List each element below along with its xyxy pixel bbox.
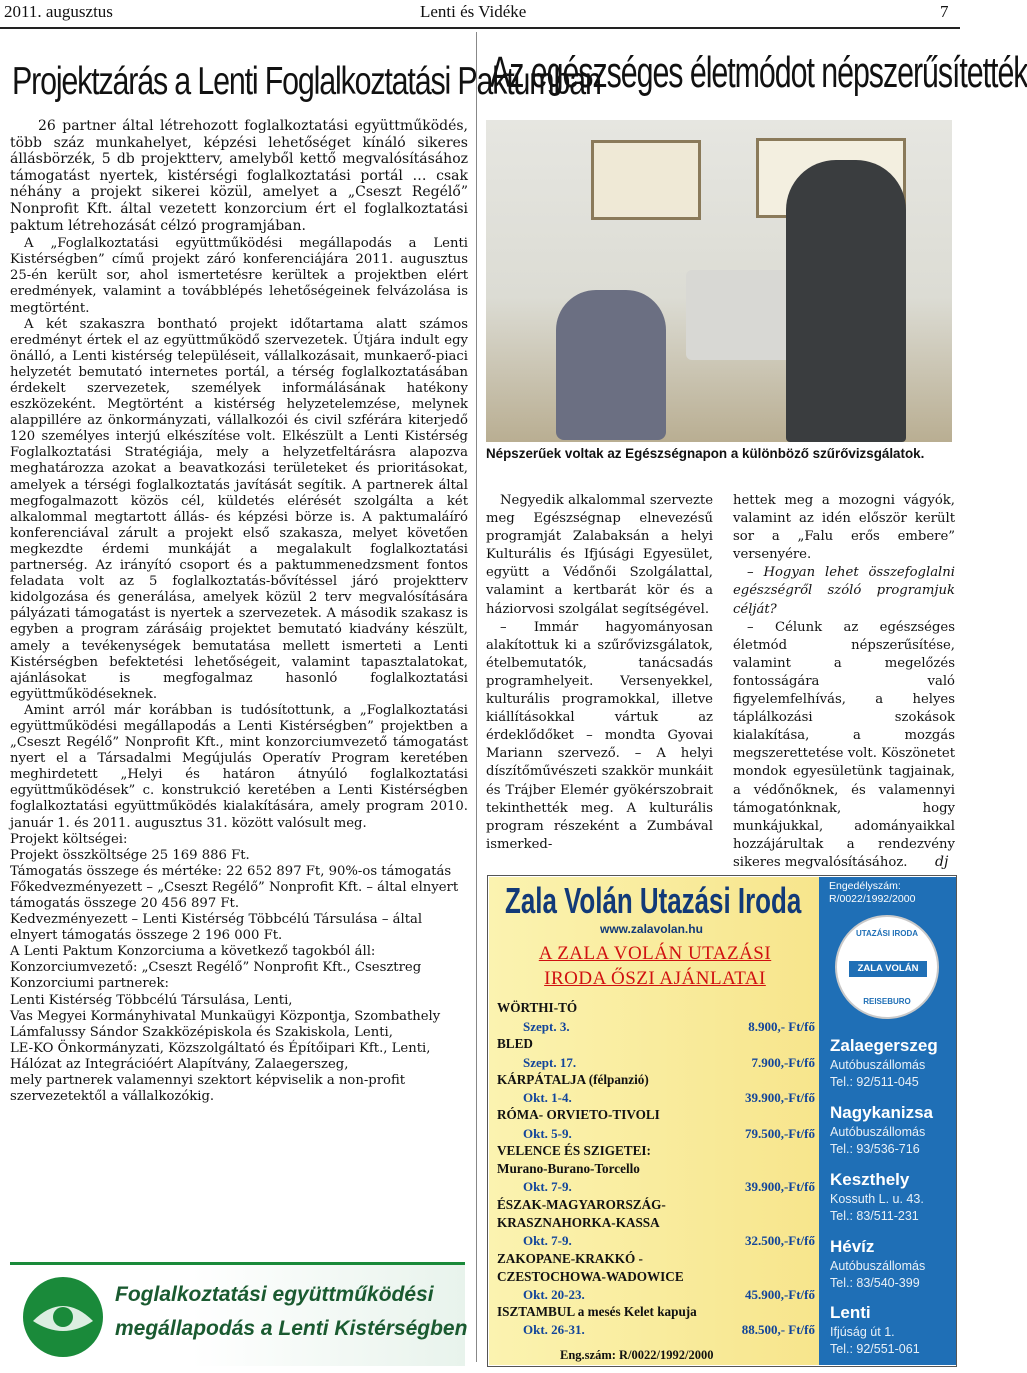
photo-caption: Népszerűek voltak az Egészségnapon a különböző szűrővizsgálatok.: [486, 446, 925, 461]
right-headline: Az egészséges életmódot népszerűsítették: [490, 48, 1027, 97]
logo-main-text: ZALA VOLÁN: [849, 961, 927, 977]
page-number: 7: [940, 2, 949, 21]
office-phone: Tel.: 92/551-061: [830, 1342, 920, 1356]
trip-price: 32.500,-Ft/fő: [744, 1233, 815, 1248]
office-phone: Tel.: 93/536-716: [830, 1142, 920, 1156]
logo-top-text: UTAZÁSI IRODA: [855, 929, 919, 938]
trip-price: 8.900,- Ft/fő: [748, 1019, 815, 1034]
partner-line: mely partnerek valamennyi szektort képviselik a non-profit szervezetektől a vállalkozókig.: [10, 1073, 406, 1105]
paragraph: – Célunk az egészséges életmód népszerűsítése, valamint a megelőzés fontosságára való figyelemfelhívás, a helyes táplálkozási szokások kialakítása, a mozgás megszerettetése volt. Köszönetet mondok egyesületünk tagjainak, a védőnőknek, és valamennyi támogatónknak, hogy munkájukkal, adományaikkal hozzájárultak a rendezvény sikeres megvalósításához.: [733, 619, 955, 870]
banner-line-2: megállapodás a Lenti Kistérségben: [115, 1317, 468, 1340]
trip-date: Szept. 17.: [523, 1055, 577, 1070]
trip-subtitle: KRASZNAHORKA-KASSA: [497, 1215, 660, 1230]
trip-name: WÖRTHI-TÓ: [497, 1000, 578, 1015]
trip-date: Szept. 3.: [523, 1019, 570, 1034]
cost-line: Kedvezményezett – Lenti Kistérség Többcélú Társulása – által elnyert támogatás összege 2 196 000 Ft.: [10, 912, 423, 944]
permit-label: Engedélyszám:: [829, 880, 901, 892]
wall-picture: [591, 140, 701, 220]
trip-price: 39.900,-Ft/fő: [744, 1179, 815, 1194]
paragraph: A „Foglalkoztatási együttműködési megállapodás a Lenti Kistérségben” című projekt záró konferenciájára 2011. augusztus 25-én került sor, ahol ismertetésre kerültek a projektben elért eredmények, valamint a továbblépés lehetőségeinek felvázolása is megtörtént.: [10, 236, 468, 316]
trip-date: Okt. 5-9.: [523, 1126, 572, 1141]
office-line: Kossuth L. u. 43.: [830, 1192, 924, 1206]
right-column-b: [733, 492, 955, 872]
issue-date: 2011. augusztus: [4, 2, 113, 21]
seated-person: [556, 290, 666, 440]
partner-line: Vas Megyei Kormányhivatal Munkaügyi Központja, Szombathely: [10, 1008, 441, 1024]
permit-box: [823, 880, 953, 906]
logo-bottom-text: REISEBURO: [863, 997, 911, 1006]
trip-subtitle: CZESTOCHOWA-WADOWICE: [497, 1269, 684, 1284]
right-column-a: [486, 492, 713, 854]
partner-line: Hálózat az Integrációért Alapítvány, Zalaegerszeg,: [10, 1056, 349, 1072]
lead-paragraph: 26 partner által létrehozott foglalkoztatási együttműködés, több száz munkahelyet, képzési lehetőséget kínáló sikeres állásbörzék, 5 db projektterv, amelyből kettő megvalósításához támogatást nyertek, kistérségi foglalkoztatási portál … csak néhány a projekt sikerei közül, amelyet a „Cseszt Regélő” Nonprofit Kft. által vezetett konzorcium ért el foglalkoztatási paktum létrehozását célzó programjában.: [10, 118, 468, 234]
paktum-banner: [10, 1262, 468, 1366]
office-city: Lenti: [830, 1303, 871, 1322]
costs-heading: Projekt költségei:: [10, 831, 128, 847]
consortium-line: A Lenti Paktum Konzorciuma a következő tagokból áll:: [10, 944, 376, 960]
cost-line: Támogatás összege és mértéke: 22 652 897 Ft, 90%-os támogatás: [10, 863, 452, 879]
trip-name: KÁRPÁTALJA (félpanzió): [497, 1072, 649, 1087]
trip-price: 7.900,-Ft/fő: [751, 1055, 815, 1070]
cost-line: Főkedvezményezett – „Cseszt Regélő” Nonprofit Kft. – által elnyert támogatás összege 20 456 897 Ft.: [10, 879, 459, 911]
office-line: Autóbuszállomás: [830, 1058, 926, 1072]
header-rule: [0, 27, 960, 29]
trip-date: Okt. 20-23.: [523, 1287, 585, 1302]
partner-line: Lámfalussy Sándor Szakközépiskola és Szakiskola, Lenti,: [10, 1024, 393, 1040]
office-city: Hévíz: [830, 1237, 875, 1256]
consortium-line: Konzorciumi partnerek:: [10, 976, 169, 992]
ad-title: Zala Volán Utazási Iroda: [505, 880, 802, 921]
office-city: Zalaegerszeg: [830, 1036, 938, 1055]
left-headline: Projektzárás a Lenti Foglalkoztatási Paktumban: [12, 60, 601, 103]
trip-price: 79.500,-Ft/fő: [744, 1126, 815, 1141]
ad-url[interactable]: www.zalavolan.hu: [600, 922, 703, 936]
trip-name: BLED: [497, 1036, 533, 1051]
trip-name: VELENCE ÉS SZIGETEI:: [497, 1143, 651, 1158]
partner-line: Lenti Kistérség Többcélú Társulása, Lenti,: [10, 992, 293, 1008]
left-article-body: [10, 118, 468, 1105]
offer-heading-1: A ZALA VOLÁN UTAZÁSI: [538, 943, 772, 964]
office-phone: Tel.: 92/511-045: [830, 1075, 919, 1089]
permit-number: R/0022/1992/2000: [829, 893, 916, 905]
registration-number: Eng.szám: R/0022/1992/2000: [560, 1348, 714, 1362]
paragraph: – Immár hagyományosan alakítottuk ki a szűrővizsgálatok, ételbemutatók, tanácsadás programhelyeit. Versenyekkel, kulturális programokkal, illetve kiállításokkal vártuk az érdeklődőket – mondta Gyovai Mariann szervező. – A helyi díszítőművészeti szakkör munkáit és Trájber Elemér gyökérszobrait tekinthették meg. A kulturális program részeként a Zumbával ismerked-: [486, 619, 713, 852]
office-city: Keszthely: [830, 1170, 910, 1189]
trip-name: ZAKOPANE-KRAKKÓ -: [497, 1251, 643, 1266]
interview-question: – Hogyan lehet összefoglalni egészségről szóló programjuk célját?: [733, 565, 955, 617]
trip-name: RÓMA- ORVIETO-TIVOLI: [497, 1107, 660, 1122]
trip-name: ISZTAMBUL a mesés Kelet kapuja: [497, 1304, 697, 1319]
paper-name: Lenti és Vidéke: [420, 2, 527, 21]
zala-volan-logo: [835, 915, 939, 1019]
trip-subtitle: Murano-Burano-Torcello: [497, 1161, 640, 1176]
trip-date: Okt. 7-9.: [523, 1179, 572, 1194]
trip-date: Okt. 1-4.: [523, 1090, 572, 1105]
author-signature: dj: [935, 854, 949, 870]
handshake-logo-icon: [18, 1271, 108, 1363]
paragraph: hettek meg a mozogni vágyók, valamint az idén először került sor a „Falu erős embere” versenyére.: [733, 493, 955, 563]
office-phone: Tel.: 83/511-231: [830, 1209, 919, 1223]
banner-line-1: Foglalkoztatási együttműködési: [115, 1283, 434, 1306]
trip-price: 45.900,-Ft/fő: [744, 1287, 815, 1302]
trip-date: Okt. 26-31.: [523, 1322, 585, 1337]
trip-price: 88.500,- Ft/fő: [741, 1322, 815, 1337]
trip-date: Okt. 7-9.: [523, 1233, 572, 1248]
office-phone: Tel.: 83/540-399: [830, 1276, 920, 1290]
office-line: Autóbuszállomás: [830, 1259, 926, 1273]
paragraph: A két szakaszra bontható projekt időtartama alatt számos eredményt értek el az együttműködő szervezetek. Útjára indult egy önálló, a Lenti kistérség településeit, vállalkozásait, munkaerő-piaci helyzetét bemutató internetes portál, a térség foglalkoztatásában érdekelt szervezetek, személyek informálásának hatékony eszközeként. Megtörtént a kistérség helyzetelemzése, melynek alappillére az önkormányzati, vállalkozói és civil szférára kiterjedő 120 személyes interjú elkészítése volt. Elkészült a Lenti Kistérség Foglalkoztatási Stratégiája, mely a helyzetfeltárásra alapozva meghatározza azokat a beavatkozási területeket és prioritásokat, amelyek a térségi foglalkoztatás javítását segítik. A partnerek által megfogalmazott közös cél, küldetés elérését szolgálta a két alkalommal megtartott állás- és képzési börze is. A paktumaláíró konferenciával zárult a projekt első szakasza, melyet követően megkezdte érdemi munkáját a megalakult foglalkoztatási partnerség. Az irányító csoport és a paktummenedzsment fontos feladata volt az 5 foglalkoztatás-bővítéssel járó projektterv kidolgozása és generálása, amelyek közül 2 terv megvalósítására pályázati támogatást is nyertek a szervezetek. A második szakasz is egyben a program zárásáig projektet bemutató kiadvány készült, amely a tevékenységek bemutatása mellett ismerteti a Lenti Kistérségben befektetési lehetőségeit, valamint tapasztalatokat, ajánlásokat is megfogalmaz hasonló foglalkoztatási együttműködéseknek.: [10, 316, 468, 702]
paragraph: Negyedik alkalommal szervezte meg Egészségnap elnevezésű programját Zalabaksán a helyi Kulturális és Ifjúsági Egyesület, együtt a Védőnői Szolgálattal, valamint a kertbarát kör és a háziorvosi szolgálat segítségével.: [486, 493, 713, 617]
column-divider: [476, 32, 477, 1362]
partner-line: LE-KO Önkormányzati, Közszolgáltató és Építőipari Kft., Lenti,: [10, 1040, 431, 1056]
consortium-line: Konzorciumvezető: „Cseszt Regélő” Nonprofit Kft., Csesztreg: [10, 960, 422, 976]
standing-person: [786, 160, 906, 442]
health-day-photo: [486, 120, 952, 442]
page-header: [0, 0, 960, 26]
trip-name: ÉSZAK-MAGYARORSZÁG-: [497, 1197, 666, 1212]
office-line: Autóbuszállomás: [830, 1125, 926, 1139]
cost-line: Projekt összköltsége 25 169 886 Ft.: [10, 847, 250, 863]
office-line: Ifjúság út 1.: [830, 1325, 895, 1339]
office-city: Nagykanizsa: [830, 1103, 933, 1122]
paragraph: Amint arról már korábban is tudósítottunk, a „Foglalkoztatási együttműködési megállapodás a Lenti Kistérségben” projektben a „Cseszt Regélő” Nonprofit Kft., mint konzorciumvezető támogatást nyert el a Társadalmi Megújulás Operatív Program keretében meghirdetett „Helyi és határon átnyúló foglalkoztatási együttműködések” c. konstrukció keretében a Lenti Kistérségben foglalkoztatási együttműködés kialakítására, amely program 2010. január 1. és 2011. augusztus 31. között valósult meg.: [10, 702, 468, 831]
trip-price: 39.900,-Ft/fő: [744, 1090, 815, 1105]
offer-heading-2: IRODA ŐSZI AJÁNLATAI: [544, 968, 766, 989]
